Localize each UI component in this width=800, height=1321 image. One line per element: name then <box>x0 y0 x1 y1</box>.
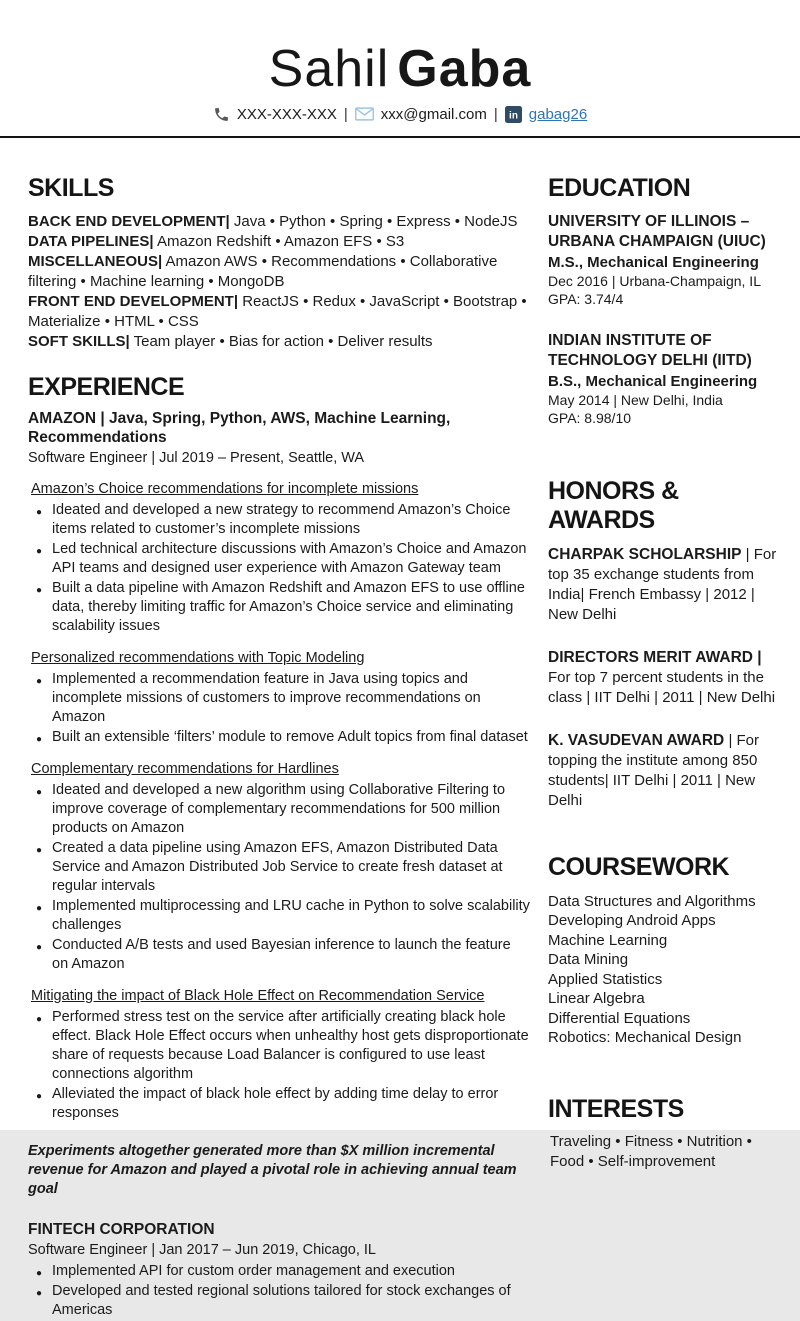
course-item: Applied Statistics <box>548 970 663 988</box>
course-item: Data Structures and Algorithms <box>548 892 756 910</box>
left-column <box>28 138 530 1321</box>
bullet-item: ● Alleviated the impact of black hole effect by adding time delay to error responses <box>28 1085 530 1123</box>
honor-title: K. VASUDEVAN AWARD <box>548 731 725 749</box>
resume-body <box>0 138 800 1321</box>
skills-list <box>28 212 530 352</box>
project-block <box>28 987 530 1123</box>
phone-number: XXX-XXX-XXX <box>236 105 337 123</box>
skill-row <box>28 252 530 292</box>
education-meta: Dec 2016 | Urbana-Champaign, IL <box>548 272 761 289</box>
name-last: Gaba <box>397 40 532 98</box>
page-title <box>0 42 800 97</box>
honor-entry <box>548 545 788 625</box>
honor-entry <box>548 648 788 708</box>
skill-category: BACK END DEVELOPMENT| <box>28 212 230 230</box>
bullet-list <box>28 781 530 974</box>
honor-title: CHARPAK SCHOLARSHIP <box>548 545 742 563</box>
job-meta: Software Engineer | Jul 2019 – Present, Seattle, WA <box>28 449 365 466</box>
project-block <box>28 649 530 747</box>
project-block <box>28 480 530 636</box>
phone-icon <box>213 106 230 123</box>
job-title: AMAZON | Java, Spring, Python, AWS, Machine Learning, Recommendations <box>28 409 451 446</box>
skill-values: Amazon AWS • Recommendations • Collaborative filtering • Machine learning • MongoDB <box>28 252 498 290</box>
job-title: FINTECH CORPORATION <box>28 1220 215 1238</box>
skill-row <box>28 212 530 232</box>
honors-heading: HONORS & AWARDS <box>548 476 679 534</box>
skill-row <box>28 232 530 252</box>
honor-entry <box>548 731 788 811</box>
skill-values: Team player • Bias for action • Deliver results <box>129 332 433 350</box>
bullet-item: ● Built an extensible ‘filters’ module to remove Adult topics from final dataset <box>28 728 530 747</box>
email-address: xxx@gmail.com <box>380 105 487 123</box>
honor-description: | For top 35 exchange students from India| French Embassy | 2012 | New Delhi <box>548 545 777 623</box>
linkedin-icon <box>505 106 522 123</box>
svg-text:in: in <box>508 110 518 122</box>
interests-text: Traveling • Fitness • Nutrition • Food • Self-improvement <box>550 1132 752 1170</box>
skill-row <box>28 292 530 332</box>
skill-values: ReactJS • Redux • JavaScript • Bootstrap • Materialize • HTML • CSS <box>28 292 527 330</box>
job-fintech <box>28 1220 530 1320</box>
bullet-item: ● Developed and tested regional solutions tailored for stock exchanges of Americas <box>28 1282 530 1320</box>
skill-values: Java • Python • Spring • Express • NodeJS <box>229 212 518 230</box>
course-item: Robotics: Mechanical Design <box>548 1029 742 1047</box>
honor-title: DIRECTORS MERIT AWARD | <box>548 648 762 666</box>
bullet-list <box>28 501 530 636</box>
honor-description: | For topping the institute among 850 students| IIT Delhi | 2011 | New Delhi <box>548 731 760 809</box>
bullet-item: ● Performed stress test on the service after artificially creating black hole effect. Black Hole Effect occurs when unhealthy host gets disproportionate share of requests because Load Balancer is configured to use least connections algorithm <box>28 1008 530 1084</box>
skill-category: DATA PIPELINES| <box>28 232 154 250</box>
interests-heading: INTERESTS <box>548 1094 684 1123</box>
gpa: GPA: 8.98/10 <box>548 409 632 426</box>
course-item: Differential Equations <box>548 1009 691 1027</box>
right-column <box>548 138 788 1321</box>
education-meta: May 2014 | New Delhi, India <box>548 391 723 408</box>
bullet-item: ● Implemented multiprocessing and LRU cache in Python to solve scalability challenges <box>28 897 530 935</box>
bullet-list <box>28 1262 530 1320</box>
education-entry <box>548 212 788 308</box>
skill-values: Amazon Redshift • Amazon EFS • S3 <box>153 232 405 250</box>
honor-description: For top 7 percent students in the class | IIT Delhi | 2011 | New Delhi <box>548 668 776 706</box>
project-title: Amazon’s Choice recommendations for incomplete missions <box>31 480 419 497</box>
contact-line <box>0 106 800 123</box>
impact-note: Experiments altogether generated more than $X million incremental revenue for Amazon and played a pivotal role in achieving annual team goal <box>28 1142 517 1197</box>
bullet-item: ● Implemented a recommendation feature in Java using topics and incomplete missions of customers to improve recommendations on Amazon <box>28 670 530 727</box>
job-meta: Software Engineer | Jan 2017 – Jun 2019, Chicago, IL <box>28 1241 376 1258</box>
envelope-icon <box>355 107 374 121</box>
school-name: UNIVERSITY OF ILLINOIS – URBANA CHAMPAIGN (UIUC) <box>548 212 766 250</box>
contact-separator: | <box>343 105 348 123</box>
course-item: Developing Android Apps <box>548 912 716 930</box>
linkedin-link[interactable]: gabag26 <box>528 105 588 123</box>
project-title: Personalized recommendations with Topic Modeling <box>31 649 365 666</box>
gpa: GPA: 3.74/4 <box>548 290 624 307</box>
bullet-item: ● Built a data pipeline with Amazon Redshift and Amazon EFS to use offline data, thereby limiting traffic for Amazon’s Choice service and eliminating scalability issues <box>28 579 530 636</box>
education-entry <box>548 331 788 427</box>
bullet-item: ● Ideated and developed a new algorithm using Collaborative Filtering to improve coverage of complementary recommendations for 500 million products on Amazon <box>28 781 530 838</box>
bullet-item: ● Created a data pipeline using Amazon EFS, Amazon Distributed Data Service and Amazon Distributed Job Service to create fresh dataset at regular intervals <box>28 839 530 896</box>
bullet-item: ● Ideated and developed a new strategy to recommend Amazon’s Choice items related to customer’s incomplete missions <box>28 501 530 539</box>
bullet-list <box>28 670 530 747</box>
experience-heading: EXPERIENCE <box>28 372 185 401</box>
coursework-list <box>548 892 788 1048</box>
skill-category: SOFT SKILLS| <box>28 332 130 350</box>
bullet-list <box>28 1008 530 1123</box>
degree: M.S., Mechanical Engineering <box>548 253 759 271</box>
contact-separator: | <box>493 105 498 123</box>
project-title: Mitigating the impact of Black Hole Effect on Recommendation Service <box>31 987 485 1004</box>
skills-heading: SKILLS <box>28 173 114 202</box>
bullet-item: ● Implemented API for custom order management and execution <box>28 1262 530 1281</box>
course-item: Data Mining <box>548 951 629 969</box>
skill-category: FRONT END DEVELOPMENT| <box>28 292 239 310</box>
bullet-item: ● Led technical architecture discussions with Amazon’s Choice and Amazon API teams and designed user experience with Amazon Gateway team <box>28 540 530 578</box>
job-amazon <box>28 409 530 1199</box>
course-item: Machine Learning <box>548 931 668 949</box>
degree: B.S., Mechanical Engineering <box>548 372 758 390</box>
course-item: Linear Algebra <box>548 990 645 1008</box>
coursework-heading: COURSEWORK <box>548 852 730 881</box>
header <box>0 0 800 138</box>
project-title: Complementary recommendations for Hardlines <box>31 760 339 777</box>
school-name: INDIAN INSTITUTE OF TECHNOLOGY DELHI (IITD) <box>548 331 752 369</box>
skill-category: MISCELLANEOUS| <box>28 252 163 270</box>
project-block <box>28 760 530 974</box>
education-heading: EDUCATION <box>548 173 691 202</box>
skill-row <box>28 332 530 352</box>
name-first: Sahil <box>268 40 390 98</box>
bullet-item: ● Conducted A/B tests and used Bayesian inference to launch the feature on Amazon <box>28 936 530 974</box>
